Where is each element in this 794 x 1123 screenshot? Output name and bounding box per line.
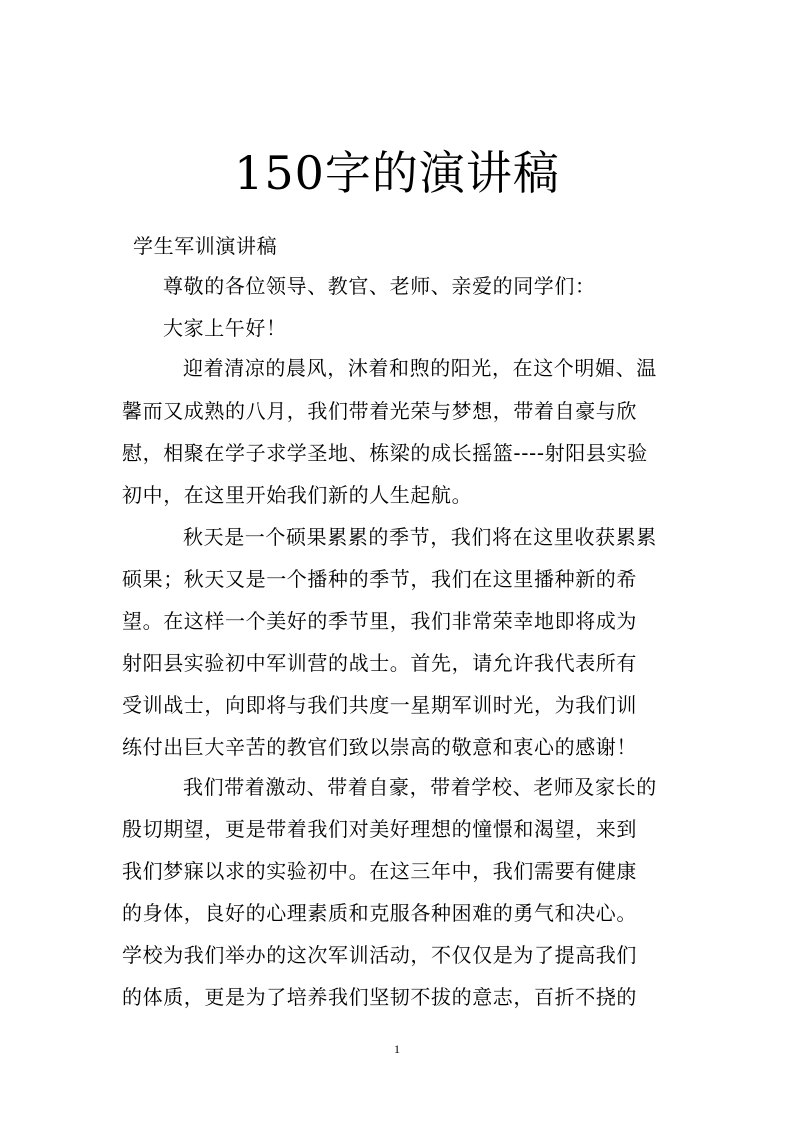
body-line: 受训战士，向即将与我们共度一星期军训时光，为我们训 xyxy=(122,693,637,717)
body-line: 殷切期望，更是带着我们对美好理想的憧憬和渴望，来到 xyxy=(122,817,637,841)
subtitle-line: 学生军训演讲稿 xyxy=(133,234,278,258)
body-line: 迎着清凉的晨风，沐着和煦的阳光，在这个明媚、温 xyxy=(183,356,657,380)
body-line: 望。在这样一个美好的季节里，我们非常荣幸地即将成为 xyxy=(122,609,637,633)
body-line: 秋天是一个硕果累累的季节，我们将在这里收获累累 xyxy=(183,525,657,549)
body-line: 馨而又成熟的八月，我们带着光荣与梦想，带着自豪与欣 xyxy=(122,399,637,423)
body-line: 练付出巨大辛苦的教官们致以崇高的敬意和衷心的感谢！ xyxy=(122,735,637,759)
body-line: 我们梦寐以求的实验初中。在这三年中，我们需要有健康 xyxy=(122,859,637,883)
body-line: 硕果；秋天又是一个播种的季节，我们在这里播种新的希 xyxy=(122,567,637,591)
body-line: 的身体，良好的心理素质和克服各种困难的勇气和决心。 xyxy=(122,901,637,925)
body-line: 学校为我们举办的这次军训活动，不仅仅是为了提高我们 xyxy=(122,943,637,967)
body-line: 射阳县实验初中军训营的战士。首先，请允许我代表所有 xyxy=(122,651,637,675)
document-title: 150字的演讲稿 xyxy=(234,146,560,200)
page-number: 1 xyxy=(394,1042,400,1056)
body-line: 的体质，更是为了培养我们坚韧不拔的意志，百折不挠的 xyxy=(122,985,637,1009)
greeting-line: 尊敬的各位领导、教官、老师、亲爱的同学们： xyxy=(163,274,596,298)
salutation-line: 大家上午好！ xyxy=(163,316,287,340)
body-line: 慰，相聚在学子求学圣地、栋梁的成长摇篮----射阳县实验 xyxy=(122,441,648,465)
body-line: 我们带着激动、带着自豪，带着学校、老师及家长的 xyxy=(183,775,657,799)
body-line: 初中，在这里开始我们新的人生起航。 xyxy=(122,483,473,507)
